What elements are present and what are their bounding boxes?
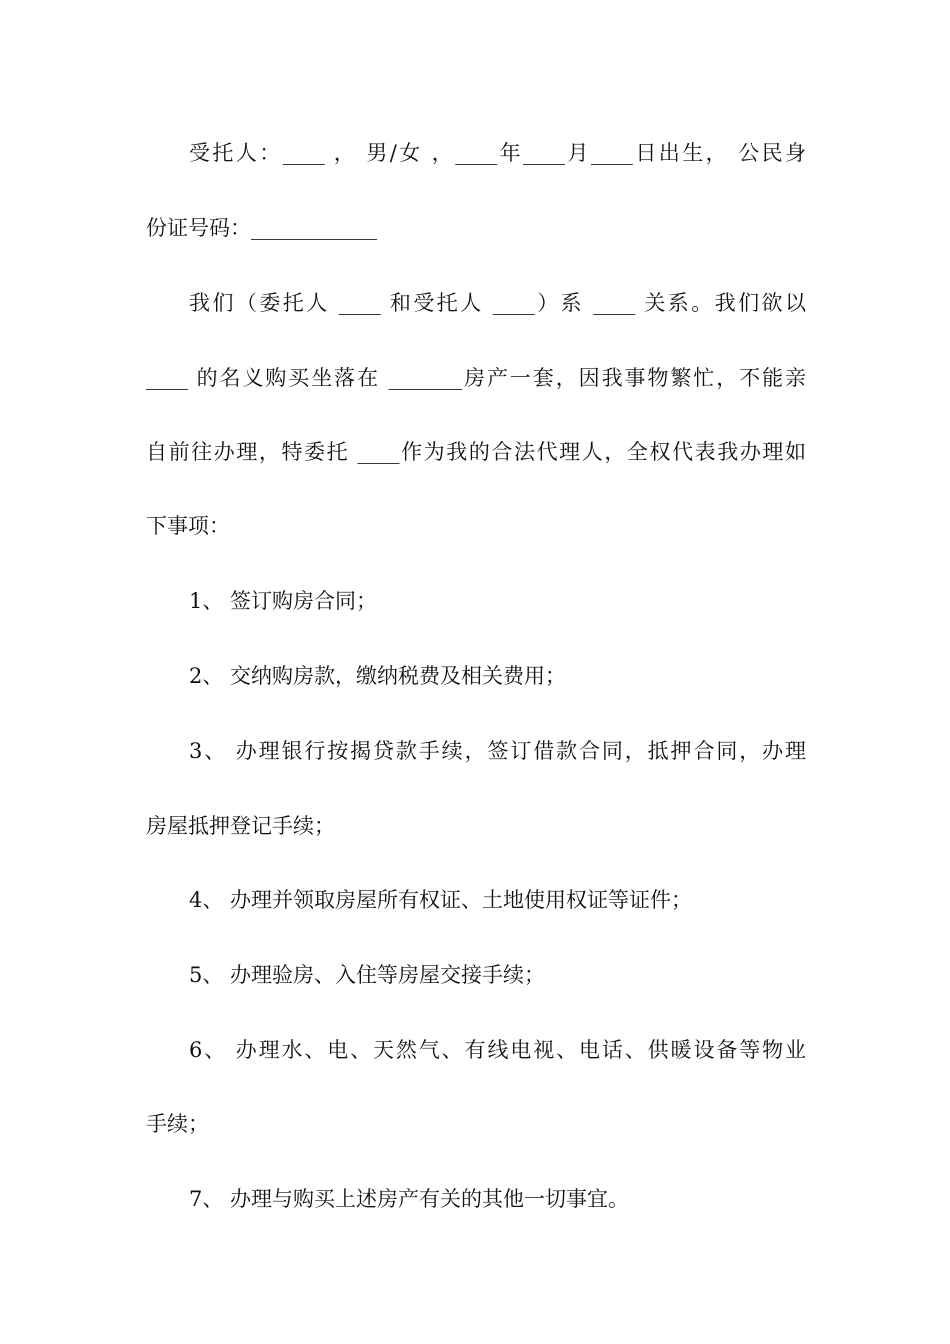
text-line: 手续； bbox=[146, 1112, 209, 1136]
text-line: 受托人：____ ， 男/女 ，____年____月____日出生， 公民身 bbox=[189, 141, 806, 165]
list-item: 5、 办理验房、入住等房屋交接手续； bbox=[189, 963, 546, 987]
list-item: 2、 交纳购房款，缴纳税费及相关费用； bbox=[189, 664, 567, 688]
text-line: ____ 的名义购买坐落在 _______房产一套，因我事物繁忙，不能亲 bbox=[146, 366, 806, 390]
list-item: 3、 办理银行按揭贷款手续，签订借款合同，抵押合同，办理 bbox=[189, 739, 806, 763]
text-line: 下事项： bbox=[146, 514, 230, 538]
text-line: 我们（委托人 ____ 和受托人 ____）系 ____ 关系。我们欲以 bbox=[189, 291, 806, 315]
list-item: 6、 办理水、电、天然气、有线电视、电话、供暖设备等物业 bbox=[189, 1038, 806, 1062]
list-item: 4、 办理并领取房屋所有权证、土地使用权证等证件； bbox=[189, 888, 693, 912]
text-line: 自前往办理，特委托 ____作为我的合法代理人，全权代表我办理如 bbox=[146, 440, 806, 464]
list-item: 7、 办理与购买上述房产有关的其他一切事宜。 bbox=[189, 1187, 630, 1211]
list-item: 1、 签订购房合同； bbox=[189, 589, 378, 613]
text-line: 份证号码：____________ bbox=[146, 216, 377, 240]
text-line: 房屋抵押登记手续； bbox=[146, 814, 335, 838]
